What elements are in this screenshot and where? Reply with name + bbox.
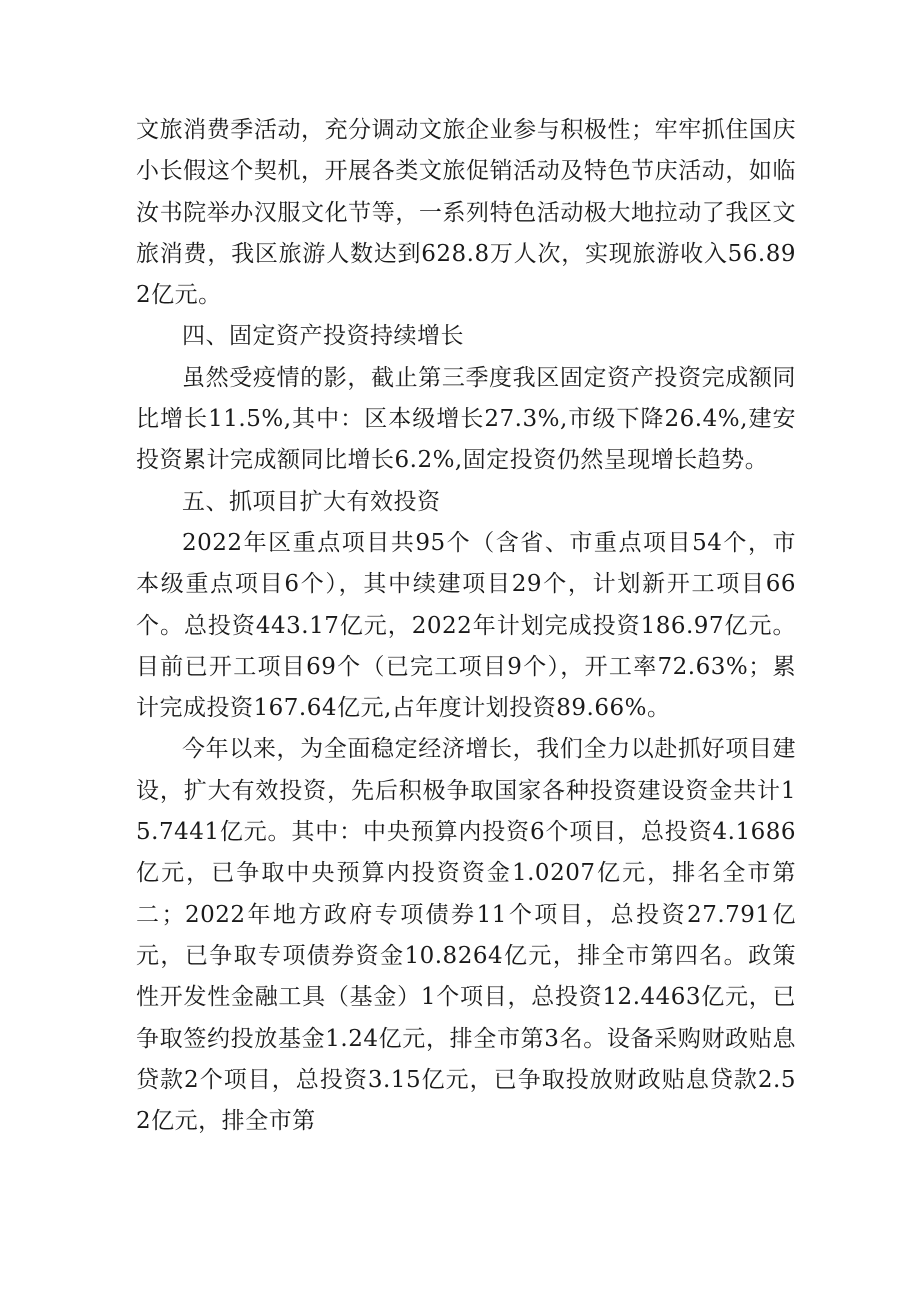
investment-funding-paragraph: 今年以来，为全面稳定经济增长，我们全力以赴抓好项目建设，扩大有效投资，先后积极争取国家各种投资建设资金共计15.7441亿元。其中：中央预算内投资6个项目，总投资4.1686亿元，已争取中央预算内投资资金1.0207亿元，排名全市第二；2022年地方政府专项债券11个项目，总投资27.791亿元，已争取专项债券资金10.8264亿元，排全市第四名。政策性开发性金融工具（基金）1个项目，总投资12.4463亿元，已争取签约投放基金1.24亿元，排全市第3名。设备采购财政贴息贷款2个项目，总投资3.15亿元，已争取投放财政贴息贷款2.52亿元，排全市第 [136, 736, 796, 1135]
section-heading-fixed-asset-investment: 四、固定资产投资持续增长 [182, 323, 464, 350]
key-projects-paragraph: 2022年区重点项目共95个（含省、市重点项目54个，市本级重点项目6个），其中续建项目29个，计划新开工项目66个。总投资443.17亿元，2022年计划完成投资186.97亿元。目前已开工项目69个（已完工项目9个），开工率72.63%；累计完成投资167.64亿元,占年度计划投资89.66%。 [136, 529, 796, 722]
document-page [136, 110, 796, 1142]
section-heading-project-investment: 五、抓项目扩大有效投资 [182, 488, 441, 515]
continuation-paragraph: 文旅消费季活动，充分调动文旅企业参与积极性；牢牢抓住国庆小长假这个契机，开展各类文旅促销活动及特色节庆活动，如临汝书院举办汉服文化节等，一系列特色活动极大地拉动了我区文旅消费，我区旅游人数达到628.8万人次，实现旅游收入56.892亿元。 [136, 117, 796, 309]
fixed-asset-investment-paragraph: 虽然受疫情的影，截止第三季度我区固定资产投资完成额同比增长11.5%,其中：区本级增长27.3%,市级下降26.4%,建安投资累计完成额同比增长6.2%,固定投资仍然呈现增长趋势。 [136, 364, 796, 474]
